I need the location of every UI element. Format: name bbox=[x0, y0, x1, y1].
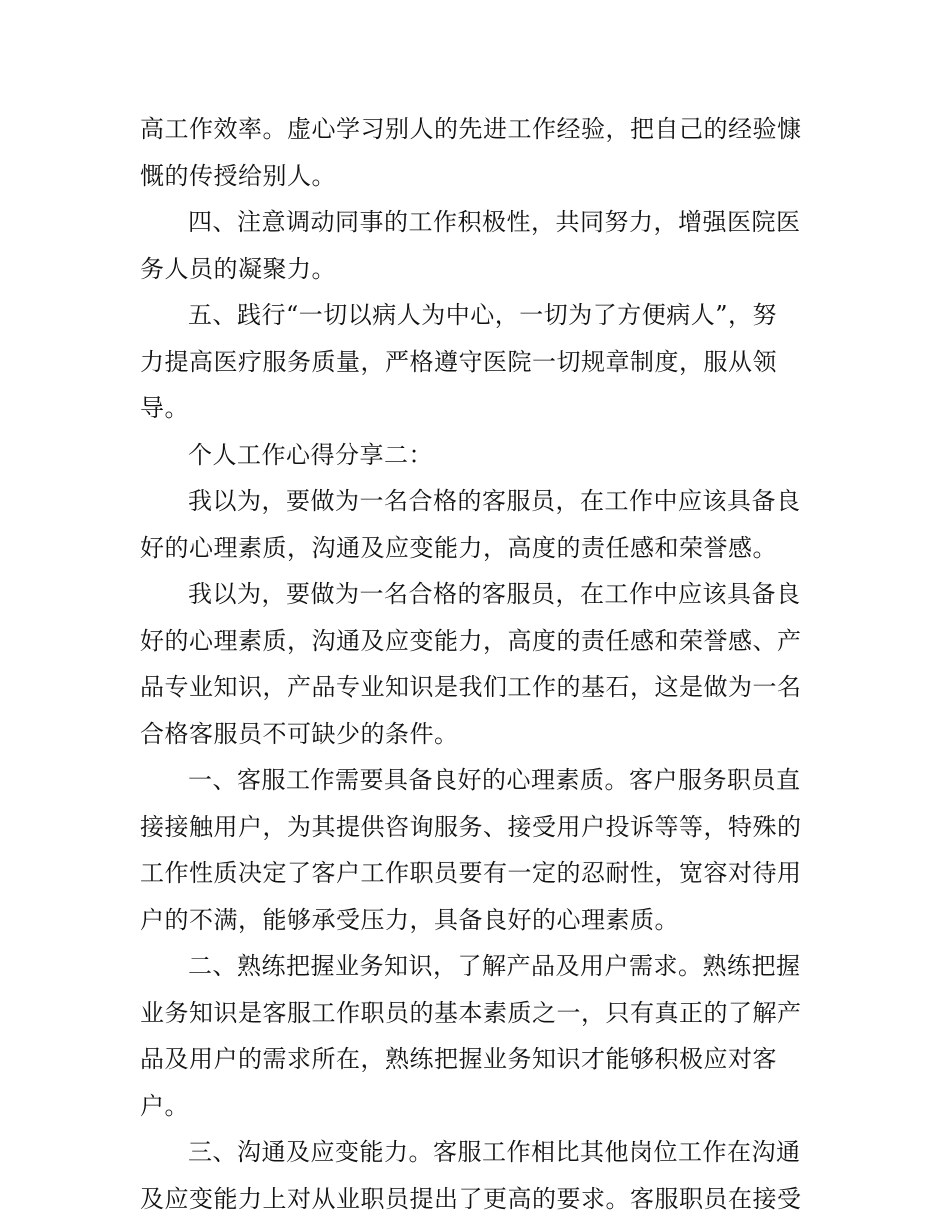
text-line: 业务知识是客服工作职员的基本素质之一，只有真正的了解产 bbox=[140, 998, 802, 1027]
text-line: 三、沟通及应变能力。客服工作相比其他岗位工作在沟通 bbox=[188, 1138, 801, 1166]
text-line: 五、践行“一切以病人为中心，一切为了方便病人”，努 bbox=[188, 301, 778, 329]
text-line: 品专业知识，产品专业知识是我们工作的基石，这是做为一名 bbox=[140, 673, 802, 701]
text-line: 工作性质决定了客户工作职员要有一定的忍耐性，宽容对待用 bbox=[140, 859, 802, 887]
text-line: 及应变能力上对从业职员提出了更高的要求。客服职员在接受 bbox=[140, 1184, 802, 1213]
text-line: 四、注意调动同事的工作积极性，共同努力，增强医院医 bbox=[188, 208, 801, 236]
text-line: 一、客服工作需要具备良好的心理素质。客户服务职员直 bbox=[188, 766, 801, 794]
text-line: 好的心理素质，沟通及应变能力，高度的责任感和荣誉感、产 bbox=[140, 626, 802, 655]
text-line: 慨的传授给别人。 bbox=[140, 161, 336, 190]
text-line: 好的心理素质，沟通及应变能力，高度的责任感和荣誉感。 bbox=[140, 533, 777, 562]
text-line: 二、熟练把握业务知识，了解产品及用户需求。熟练把握 bbox=[188, 952, 801, 980]
text-line: 导。 bbox=[140, 394, 189, 422]
text-line: 我以为，要做为一名合格的客服员，在工作中应该具备良 bbox=[188, 580, 801, 608]
text-line: 务人员的凝聚力。 bbox=[140, 254, 336, 283]
text-line: 合格客服员不可缺少的条件。 bbox=[140, 719, 459, 748]
text-line: 我以为，要做为一名合格的客服员，在工作中应该具备良 bbox=[188, 487, 801, 515]
text-line: 高工作效率。虚心学习别人的先进工作经验，把自己的经验慷 bbox=[140, 115, 802, 143]
text-line: 接接触用户，为其提供咨询服务、接受用户投诉等等，特殊的 bbox=[140, 812, 802, 841]
section-heading: 个人工作心得分享二： bbox=[188, 440, 433, 469]
text-line: 户。 bbox=[140, 1091, 189, 1120]
document-body bbox=[140, 106, 820, 1222]
text-line: 力提高医疗服务质量，严格遵守医院一切规章制度，服从领 bbox=[140, 347, 777, 376]
text-line: 户的不满，能够承受压力，具备良好的心理素质。 bbox=[140, 905, 679, 934]
text-line: 品及用户的需求所在，熟练把握业务知识才能够积极应对客 bbox=[140, 1045, 777, 1073]
